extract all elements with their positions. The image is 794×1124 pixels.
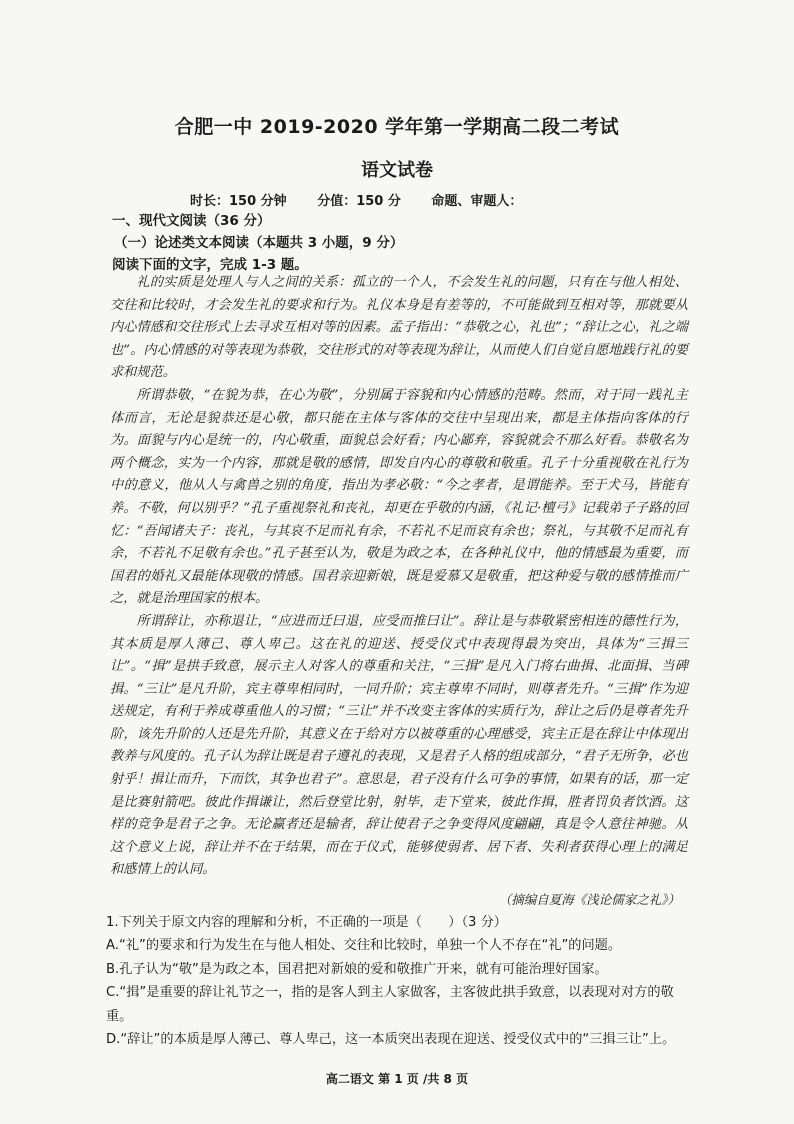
exam-info (190, 190, 548, 209)
page-footer: 高二语文 第 1 页 /共 8 页 (325, 1072, 469, 1086)
section-heading-part1: 一、现代文阅读（36 分） (112, 213, 271, 229)
question-stem: 1.下列关于原文内容的理解和分析，不正确的一项是（ ）（3 分） (106, 915, 507, 930)
question-option-a: A.“礼”的要求和行为发生在与他人相处、交往和比较时，单独一个人不存在“礼”的问题。 (106, 938, 622, 954)
reading-passage (110, 272, 688, 882)
exam-title: 合肥一中 2019-2020 学年第一学期高二段二考试 (174, 116, 620, 138)
exam-authors: 命题、审题人： (431, 194, 523, 209)
question-option-b: B.孔子认为“敬”是为政之本，国君把对新娘的爱和敬推广开来，就有可能治理好国家。 (106, 961, 608, 977)
exam-duration: 时长：150 分钟 (190, 194, 287, 209)
exam-score: 分值：150 分 (317, 194, 401, 209)
question-option-d: D.“辞让”的本质是厚人薄己、尊人卑己，这一本质突出表现在迎送、授受仪式中的“三揖三让”上。 (106, 1032, 676, 1048)
exam-subtitle: 语文试卷 (361, 160, 433, 181)
passage-paragraph: 礼的实质是处理人与人之间的关系：孤立的一个人，不会发生礼的问题，只有在与他人相处、交往和比较时，才会发生礼的要求和行为。礼仪本身是有差等的，不可能做到互相对等，那就要从内心情感和交往形式上去寻求互相对等的因素。孟子指出：“恭敬之心，礼也”；“辞让之心，礼之端也”。内心情感的对等表现为恭敬，交往形式的对等表现为辞让，从而使人们自觉自愿地践行礼的要求和规范。 (110, 275, 688, 381)
passage-source: （摘编自夏海《浅论儒家之礼》） (498, 892, 680, 907)
question-option-c: C.“揖”是重要的辞让礼节之一，指的是客人到主人家做客，主客彼此拱手致意，以表现对对方的敬重。 (106, 985, 674, 1024)
section-heading-sub1: （一）论述类文本阅读（本题共 3 小题，9 分） (114, 235, 404, 251)
passage-paragraph: 所谓辞让，亦称退让，“应进而迁曰退，应受而推曰让”。辞让是与恭敬紧密相连的德性行为，其本质是厚人薄己、尊人卑己。这在礼的迎送、授受仪式中表现得最为突出，具体为“三揖三让”。“揖”是拱手致意，展示主人对客人的尊重和关注，“三揖”是凡入门将右曲揖、北面揖、当碑揖。“三让”是凡升阶，宾主尊卑相同时，一同升阶；宾主尊卑不同时，则尊者先升。“三揖”作为迎送规定，有利于养成尊重他人的习惯；“三让”并不改变主客体的实质行为，辞让之后仍是尊者先升阶，该先升阶的人还是先升阶，其意义在于给对方以被尊重的心理感受，宾主正是在辞让中体现出教养与风度的。孔子认为辞让既是君子遵礼的表现，又是君子人格的组成部分，“君子无所争，必也射乎！揖让而升，下而饮，其争也君子”。意思是，君子没有什么可争的事情，如果有的话，那一定是比赛射箭吧。彼此作揖谦让，然后登堂比射，射毕，走下堂来，彼此作揖，胜者罚负者饮酒。这样的竞争是君子之争。无论赢者还是输者，辞让使君子之争变得风度翩翩，真是令人意往神驰。从这个意义上说，辞让并不在于结果，而在于仪式，能够使弱者、居下者、失利者获得心理上的满足和感情上的认同。 (110, 613, 688, 878)
reading-instruction: 阅读下面的文字，完成 1-3 题。 (112, 257, 308, 273)
question-1 (106, 911, 696, 1051)
passage-paragraph: 所谓恭敬，“在貌为恭，在心为敬”，分别属于容貌和内心情感的范畴。然而，对于同一践礼主体而言，无论是貌恭还是心敬，都只能在主体与客体的交往中呈现出来，都是主体指向客体的行为。面貌与内心是统一的，内心敬重，面貌总会好看；内心鄙弃，容貌就会不那么好看。恭敬名为两个概念，实为一个内容，那就是敬的感情，即发自内心的尊敬和敬重。孔子十分重视敬在礼行为中的意义，他从人与禽兽之别的角度，指出为孝必敬：“今之孝者，是谓能养。至于犬马，皆能有养。不敬，何以别乎？”孔子重视祭礼和丧礼，却更在乎敬的内涵，《礼记·檀弓》记载弟子子路的回忆：“吾闻诸夫子：丧礼，与其哀不足而礼有余，不若礼不足而哀有余也；祭礼，与其敬不足而礼有余，不若礼不足敬有余也。”孔子甚至认为，敬是为政之本，在各种礼仪中，他的情感最为重要，而国君的婚礼又最能体现敬的情感。国君亲迎新娘，既是爱慕又是敬重，把这种爱与敬的感情推而广之，就是治理国家的根本。 (110, 387, 688, 607)
